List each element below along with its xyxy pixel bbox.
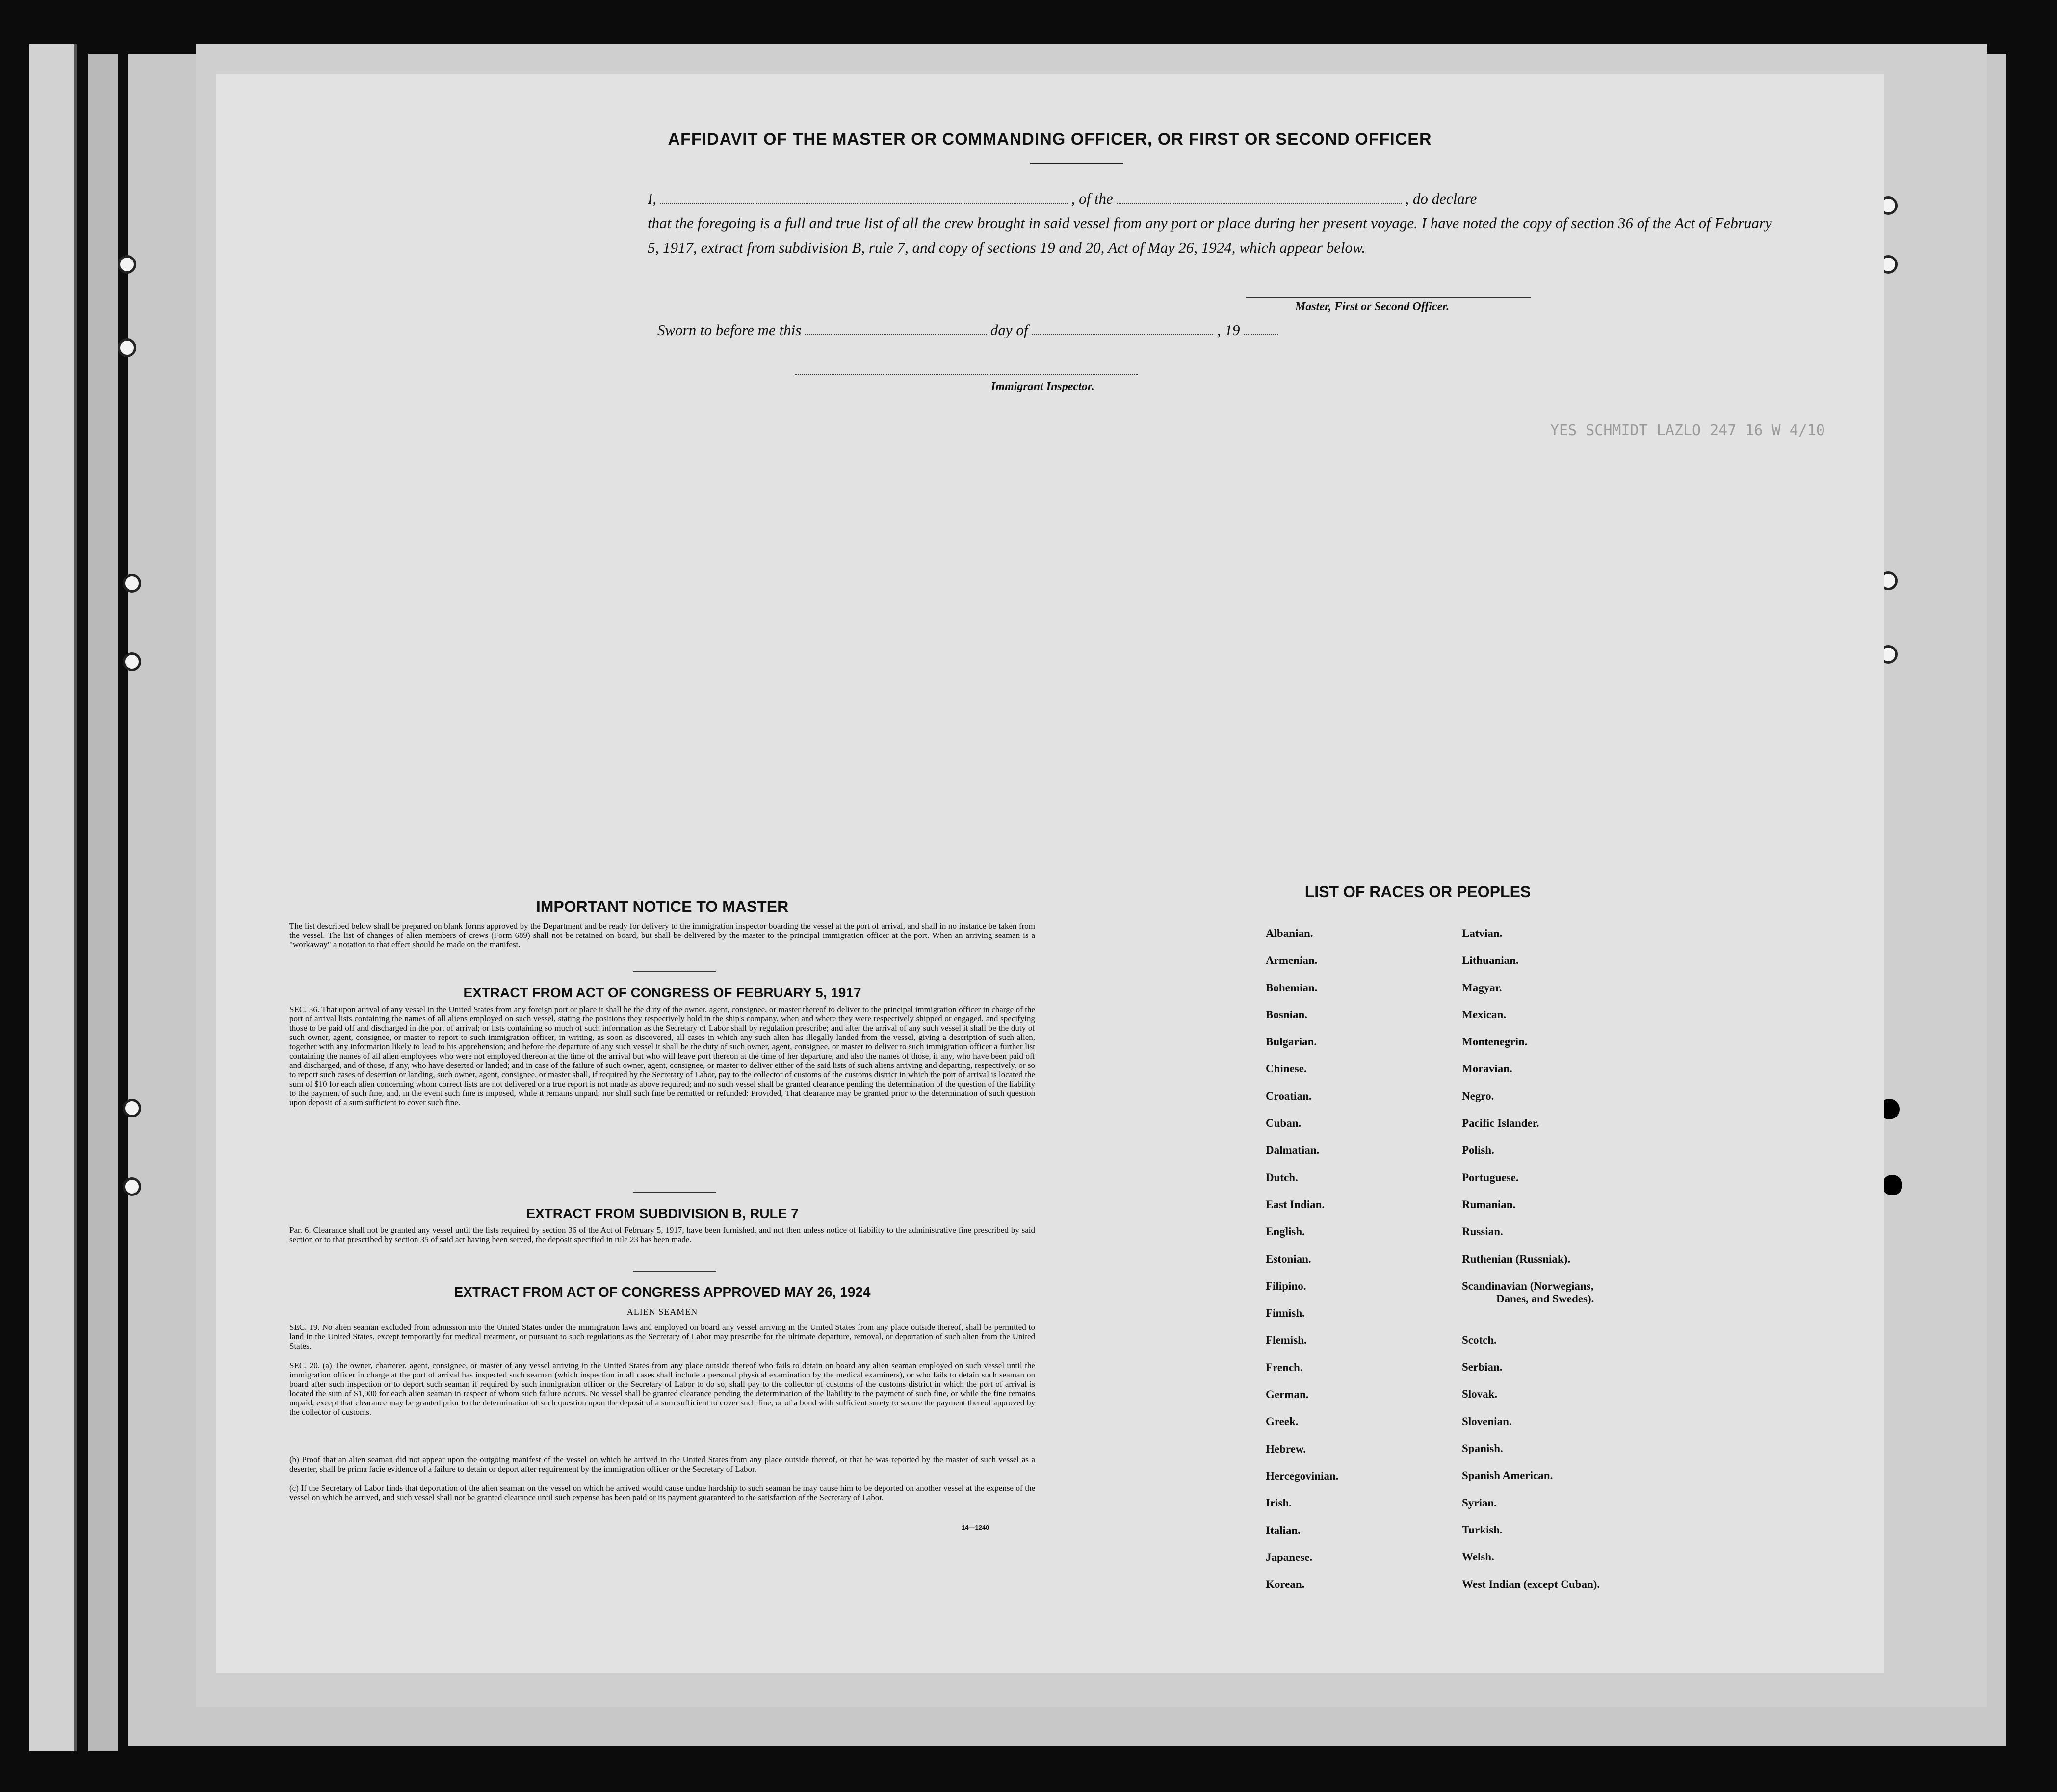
- notice-text: The list described below shall be prepared on blank forms approved by the Department and be ready for delivery to the immigration inspector boarding the vessel at the port of arrival, and shall in no instance be taken from the vessel. The list of changes of alien members of crews (Form 689) shall not be retained on board, but shall be delivered by the master to the principal immigration officer at the port. When an arriving seaman is a "workaway" a notation to that effect should be made on the manifest.: [289, 921, 1035, 949]
- race-item: Greek.: [1266, 1415, 1299, 1428]
- race-item: Hebrew.: [1266, 1442, 1306, 1455]
- sworn-prefix: Sworn to before me this: [657, 321, 802, 338]
- title-divider: [1030, 163, 1123, 164]
- race-item: Lithuanian.: [1462, 954, 1519, 967]
- officer-name-blank[interactable]: [660, 203, 1068, 204]
- race-item: Spanish.: [1462, 1442, 1503, 1455]
- form-number: 14—1240: [962, 1524, 989, 1531]
- binder-strip-inner: [88, 54, 118, 1751]
- race-item: Latvian.: [1462, 927, 1503, 939]
- race-item: Negro.: [1462, 1090, 1494, 1102]
- race-item: Montenegrin.: [1462, 1036, 1528, 1048]
- race-item: Dutch.: [1266, 1171, 1298, 1184]
- binder-hole-icon: [123, 652, 141, 671]
- race-item: Cuban.: [1266, 1117, 1302, 1130]
- vessel-name-blank[interactable]: [1117, 203, 1402, 204]
- affidavit-title: AFFIDAVIT OF THE MASTER OR COMMANDING OFFICER, OR FIRST OR SECOND OFFICER: [668, 130, 1432, 149]
- race-item: Japanese.: [1266, 1551, 1313, 1563]
- extract-rule7-title: EXTRACT FROM SUBDIVISION B, RULE 7: [526, 1206, 799, 1221]
- inspector-signature-line[interactable]: [795, 374, 1138, 375]
- binder-hole-icon: [118, 255, 136, 274]
- notice-title: IMPORTANT NOTICE TO MASTER: [536, 898, 789, 915]
- binder-hole-icon: [123, 1177, 141, 1196]
- race-item: Welsh.: [1462, 1551, 1494, 1563]
- extract-1924-title: EXTRACT FROM ACT OF CONGRESS APPROVED MAY 26, 1924: [454, 1284, 871, 1299]
- race-item: Syrian.: [1462, 1496, 1497, 1509]
- race-item-continuation: Danes, and Swedes).: [1496, 1292, 1594, 1305]
- punch-dot-icon: [1882, 1175, 1902, 1195]
- sworn-month-blank[interactable]: [1032, 334, 1213, 335]
- section-divider: [633, 1192, 716, 1193]
- race-item: Chinese.: [1266, 1063, 1307, 1075]
- affidavit-text: [648, 186, 1776, 260]
- race-item: Italian.: [1266, 1524, 1301, 1536]
- extract-1917-title: EXTRACT FROM ACT OF CONGRESS OF FEBRUARY 5, 1917: [463, 985, 861, 1000]
- race-item: Scandinavian (Norwegians,: [1462, 1279, 1594, 1292]
- race-item: Rumanian.: [1462, 1198, 1516, 1211]
- race-item: Korean.: [1266, 1578, 1305, 1591]
- race-item: Pacific Islander.: [1462, 1117, 1539, 1130]
- sworn-day-blank[interactable]: [805, 334, 987, 335]
- race-item: Serbian.: [1462, 1361, 1503, 1374]
- race-item: English.: [1266, 1225, 1305, 1238]
- race-item-scandinavian: [1462, 1280, 1600, 1334]
- binder-strip: [29, 44, 77, 1751]
- affidavit-body: that the foregoing is a full and true list of all the crew brought in said vessel from any port or place during her present voyage. I have noted the copy of section 36 of the Act of February 5, 1917, extract from subdivision B, rule 7, and copy of sections 19 and 20, Act of May 26, 1924, which appear below.: [648, 214, 1772, 256]
- master-signature-label: Master, First or Second Officer.: [1295, 300, 1450, 313]
- sworn-year-blank[interactable]: [1244, 334, 1278, 335]
- race-item: Moravian.: [1462, 1063, 1512, 1075]
- affidavit-first-line: [648, 186, 1776, 211]
- race-item: Dalmatian.: [1266, 1144, 1320, 1157]
- race-item: West Indian (except Cuban).: [1462, 1578, 1600, 1590]
- race-item: Finnish.: [1266, 1307, 1305, 1320]
- sworn-day-of: day of: [990, 321, 1028, 338]
- race-item: Albanian.: [1266, 927, 1313, 939]
- races-right-column: [1462, 927, 1600, 1605]
- races-left-column: [1266, 927, 1338, 1605]
- extract-1917-text: SEC. 36. That upon arrival of any vessel in the United States from any foreign port or place it shall be the duty of the owner, agent, consignee, or master thereof to deliver to the principal immigration officer in charge of the port of arrival lists containing the names of all aliens employed on such vessel, stating the positions they respectively hold in the ship's company, when and where they were respectively shipped or engaged, and specifying those to be paid off and discharged in the port of arrival; or lists containing so much of such information as the Secretary of Labor shall by regulation prescribe; and after the arrival of any such vessel it shall be the duty of such owner, agent, consignee, or master to report to such immigration officer, in writing, as soon as discovered, all cases in which any such alien has illegally landed from the vessel, giving a description of such alien, together with any information likely to lead to his apprehension; and before the departure of any such vessel it shall be the duty of such owner, agent, consignee, or master to deliver to such immigration officer a further list containing the names of all alien employees who were not employed thereon at the time of the arrival but who will leave port thereon at the time of her departure, and also the names of those, if any, who have been paid off and discharged, and of those, if any, who have deserted or landed; and in case of the failure of such owner, agent, consignee, or master to deliver either of the said lists of such aliens arriving and departing, respectively, or so to report such cases of desertion or landing, such owner, agent, consignee, or master shall, if required by the Secretary of Labor, pay to the collector of customs of the customs district in which the port of arrival is located the sum of $10 for each alien concerning whom correct lists are not delivered or a true report is not made as above required; and no such vessel shall be granted clearance pending the determination of the question of the liability to the payment of such fine, and, in the event such fine is imposed, while it remains unpaid; nor shall such fine be remitted or refunded: Provided, That clearance may be granted prior to the determination of such question upon deposit of a sum sufficient to cover such fine.: [289, 1005, 1035, 1107]
- section-divider: [633, 1271, 716, 1272]
- race-item: Polish.: [1462, 1144, 1494, 1157]
- binder-hole-icon: [123, 1099, 141, 1117]
- race-item: Portuguese.: [1462, 1171, 1519, 1184]
- master-signature-line[interactable]: [1246, 297, 1531, 298]
- affidavit-declare-label: , do declare: [1405, 190, 1477, 207]
- race-item: Slovak.: [1462, 1388, 1498, 1401]
- section-divider: [633, 971, 716, 972]
- race-item: Estonian.: [1266, 1252, 1311, 1265]
- bleed-through-text: YES SCHMIDT LAZLO 247 16 W 4/10: [1550, 422, 1825, 439]
- sworn-line: [657, 321, 1278, 339]
- race-item: Flemish.: [1266, 1334, 1307, 1347]
- race-item: French.: [1266, 1361, 1303, 1374]
- affidavit-i-label: I,: [648, 190, 657, 207]
- race-item: Filipino.: [1266, 1279, 1306, 1292]
- binder-hole-icon: [123, 574, 141, 593]
- race-item: Bosnian.: [1266, 1008, 1308, 1021]
- affidavit-of-the-label: , of the: [1071, 190, 1113, 207]
- race-item: Hercegovinian.: [1266, 1469, 1339, 1482]
- race-item: Scotch.: [1462, 1333, 1497, 1346]
- race-item: Magyar.: [1462, 981, 1502, 994]
- extract-rule7-text: Par. 6. Clearance shall not be granted any vessel until the lists required by section 36 of the Act of February 5, 1917, have been furnished, and not then unless notice of liability to the administrative fine prescribed by said section or to that prescribed by section 35 of said act having been served, the deposit specified in rule 23 has been made.: [289, 1225, 1035, 1244]
- race-item: Bulgarian.: [1266, 1036, 1317, 1048]
- races-title: LIST OF RACES OR PEOPLES: [1304, 883, 1531, 901]
- sworn-year: , 19: [1217, 321, 1240, 338]
- extract-1924-sec19: SEC. 19. No alien seaman excluded from admission into the United States under the immigration laws and employed on board any vessel arriving in the United States from any place outside thereof, shall be permitted to land in the United States, except temporarily for medical treatment, or pursuant to such regulations as the Secretary of Labor may prescribe for the ultimate departure, removal, or deportation of such alien from the United States.: [289, 1323, 1035, 1350]
- alien-seamen-heading: ALIEN SEAMEN: [626, 1307, 698, 1317]
- race-item: Russian.: [1462, 1225, 1503, 1238]
- extract-1924-sec20b: (b) Proof that an alien seaman did not appear upon the outgoing manifest of the vessel on which he arrived in the United States from any place outside thereof, or that he was reported by the master of such vessel as a deserter, shall be prima facie evidence of a failure to detain or deport after requirement by the immigration officer or the Secretary of Labor.: [289, 1455, 1035, 1474]
- race-item: Croatian.: [1266, 1090, 1312, 1102]
- race-item: Mexican.: [1462, 1008, 1507, 1021]
- race-item: German.: [1266, 1388, 1309, 1401]
- form-page: [216, 74, 1884, 1673]
- extract-1924-sec20a: SEC. 20. (a) The owner, charterer, agent, consignee, or master of any vessel arriving in the United States from any place outside thereof who fails to detain on board any alien seaman employed on such vessel until the immigration officer in charge at the port of arrival has inspected such seaman (which inspection in all cases shall include a personal physical examination by the medical examiners), or who fails to detain such seaman on board after such inspection or to deport such seaman if required by such immigration officer or the Secretary of Labor to do so, shall pay to the collector of customs of the customs district in which the port of arrival is located the sum of $1,000 for each alien seaman in respect of whom such failure occurs. No vessel shall be granted clearance pending the determination of the liability to the payment of such fine, or while the fine remains unpaid, except that clearance may be granted prior to the determination of such question upon the deposit of a sum sufficient to cover such fine, or of a bond with sufficient surety to secure the payment thereof approved by the collector of customs.: [289, 1361, 1035, 1417]
- race-item: Spanish American.: [1462, 1469, 1553, 1482]
- binder-hole-icon: [118, 338, 136, 357]
- race-item: East Indian.: [1266, 1198, 1325, 1211]
- race-item: Slovenian.: [1462, 1415, 1512, 1428]
- race-item: Ruthenian (Russniak).: [1462, 1252, 1571, 1265]
- race-item: Turkish.: [1462, 1523, 1503, 1536]
- race-item: Armenian.: [1266, 954, 1318, 967]
- extract-1924-sec20c: (c) If the Secretary of Labor finds that deportation of the alien seaman on the vessel on which he arrived would cause undue hardship to such seaman he may cause him to be deported on another vessel at the expense of the vessel on which he arrived, and such vessel shall not be granted clearance until such expense has been paid or its payment guaranteed to the satisfaction of the Secretary of Labor.: [289, 1483, 1035, 1502]
- race-item: Irish.: [1266, 1497, 1292, 1509]
- race-item: Bohemian.: [1266, 981, 1318, 994]
- inspector-label: Immigrant Inspector.: [991, 380, 1094, 393]
